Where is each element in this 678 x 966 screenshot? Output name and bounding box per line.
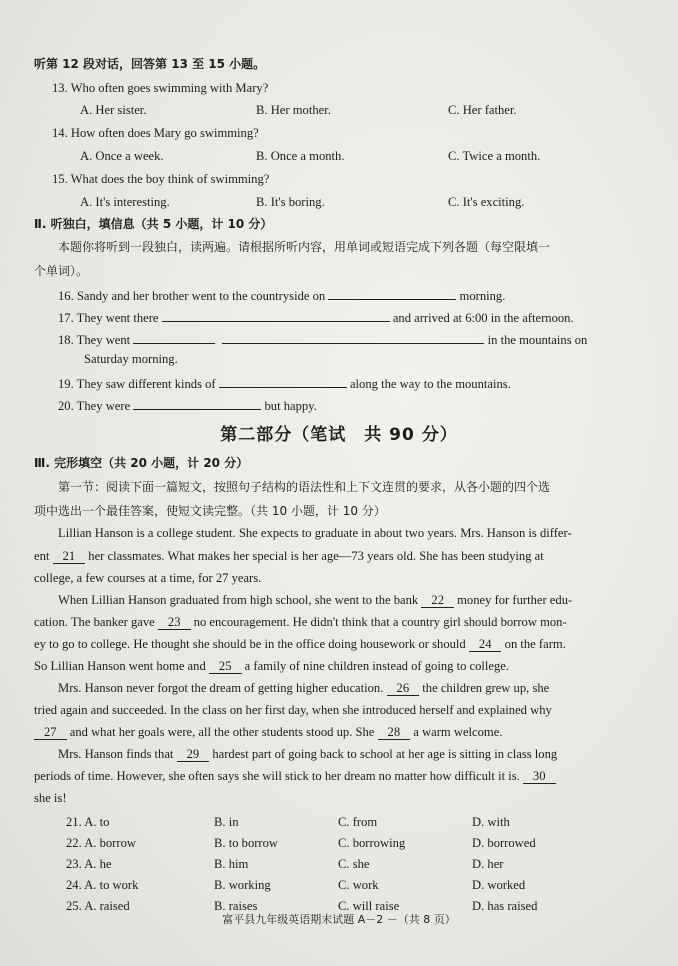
passage-line: Mrs. Hanson finds that 29 hardest part of going back to school at her age is sitting in class long	[58, 747, 558, 761]
option-row: 25. A. raised B. raises C. will raise D. has raised	[66, 899, 538, 913]
section-2-instruction: 本题你将听到一段独白，读两遍。请根据所听内容，用单词或短语完成下列各题（每空限填一	[58, 240, 551, 254]
passage-line: tried again and succeeded. In the class on her first day, when she introduced herself and explained why	[34, 703, 552, 717]
answer-blank-18b[interactable]	[222, 331, 484, 344]
passage-line: college, a few courses at a time, for 27 years.	[34, 571, 262, 585]
question-19: 19. They saw different kinds of along the way to the mountains.	[58, 377, 511, 391]
question-20: 20. They were but happy.	[58, 399, 317, 413]
part-2-title: 第二部分（笔试 共 90 分）	[220, 425, 458, 445]
cloze-blank-21[interactable]: 21	[53, 550, 86, 564]
question-16: 16. Sandy and her brother went to the countryside on morning.	[58, 289, 506, 303]
passage-line: ent 21 her classmates. What makes her special is her age—73 years old. She has been studying at	[34, 549, 544, 563]
cloze-blank-27[interactable]: 27	[34, 726, 67, 740]
question-13-options: A. Her sister. B. Her mother. C. Her father.	[80, 103, 517, 117]
cloze-blank-30[interactable]: 30	[523, 770, 556, 784]
cloze-blank-28[interactable]: 28	[378, 726, 411, 740]
answer-blank-19[interactable]	[219, 375, 347, 388]
cloze-options	[62, 816, 622, 921]
answer-blank-16[interactable]	[328, 287, 456, 300]
section-3-heading: Ⅲ. 完形填空（共 20 小题，计 20 分）	[34, 456, 249, 470]
option-row: 24. A. to work B. working C. work D. worked	[66, 878, 526, 892]
cloze-blank-26[interactable]: 26	[387, 682, 420, 696]
passage-line: So Lillian Hanson went home and 25 a family of nine children instead of going to college.	[34, 659, 510, 673]
section-3-sub-cont: 项中选出一个最佳答案，使短文读完整。（共 10 小题，计 10 分）	[34, 504, 386, 518]
passage-line: ey to go to college. He thought she should be in the office doing housework or should 24 on the farm.	[34, 637, 566, 651]
question-14: 14. How often does Mary go swimming?	[52, 126, 259, 140]
option-row: 21. A. to B. in C. from D. with	[66, 815, 510, 829]
cloze-blank-29[interactable]: 29	[177, 748, 210, 762]
question-17: 17. They went there and arrived at 6:00 in the afternoon.	[58, 311, 574, 325]
passage-line: cation. The banker gave 23 no encouragement. He didn't think that a country girl should borrow mon-	[34, 615, 567, 629]
passage-line: periods of time. However, she often says she will stick to her dream no matter how difficult it is. 30	[34, 770, 556, 784]
passage-line: When Lillian Hanson graduated from high school, she went to the bank 22 money for further edu-	[58, 593, 573, 607]
passage-line: Mrs. Hanson never forgot the dream of getting higher education. 26 the children grew up, she	[58, 681, 550, 695]
question-14-options: A. Once a week. B. Once a month. C. Twice a month.	[80, 149, 541, 163]
option-row: 23. A. he B. him C. she D. her	[66, 857, 504, 871]
section-2-heading: Ⅱ. 听独白，填信息（共 5 小题，计 10 分）	[34, 217, 273, 231]
passage-line: she is!	[34, 791, 67, 805]
page-footer: 富平县九年级英语期末试题 A－2 －（共 8 页）	[222, 913, 456, 926]
passage-line: 27 and what her goals were, all the other students stood up. She 28 a warm welcome.	[34, 726, 502, 740]
question-13: 13. Who often goes swimming with Mary?	[52, 81, 269, 95]
passage-line: Lillian Hanson is a college student. She expects to graduate in about two years. Mrs. Hanson is differ-	[58, 526, 572, 540]
section-2-instruction-cont: 个单词）。	[34, 264, 89, 278]
option-row: 22. A. borrow B. to borrow C. borrowing D. borrowed	[66, 836, 536, 850]
cloze-blank-23[interactable]: 23	[158, 616, 191, 630]
question-15: 15. What does the boy think of swimming?	[52, 172, 270, 186]
listening-intro: 听第 12 段对话，回答第 13 至 15 小题。	[34, 57, 266, 71]
answer-blank-18a[interactable]	[133, 331, 215, 344]
cloze-blank-22[interactable]: 22	[421, 594, 454, 608]
cloze-blank-25[interactable]: 25	[209, 660, 242, 674]
question-15-options: A. It's interesting. B. It's boring. C. It's exciting.	[80, 195, 525, 209]
section-3-sub: 第一节：阅读下面一篇短文，按照句子结构的语法性和上下文连贯的要求，从各小题的四个选	[58, 480, 551, 494]
question-18-cont: Saturday morning.	[84, 352, 178, 366]
cloze-blank-24[interactable]: 24	[469, 638, 502, 652]
answer-blank-17[interactable]	[162, 309, 390, 322]
question-18: 18. They went in the mountains on	[58, 333, 588, 347]
answer-blank-20[interactable]	[133, 397, 261, 410]
